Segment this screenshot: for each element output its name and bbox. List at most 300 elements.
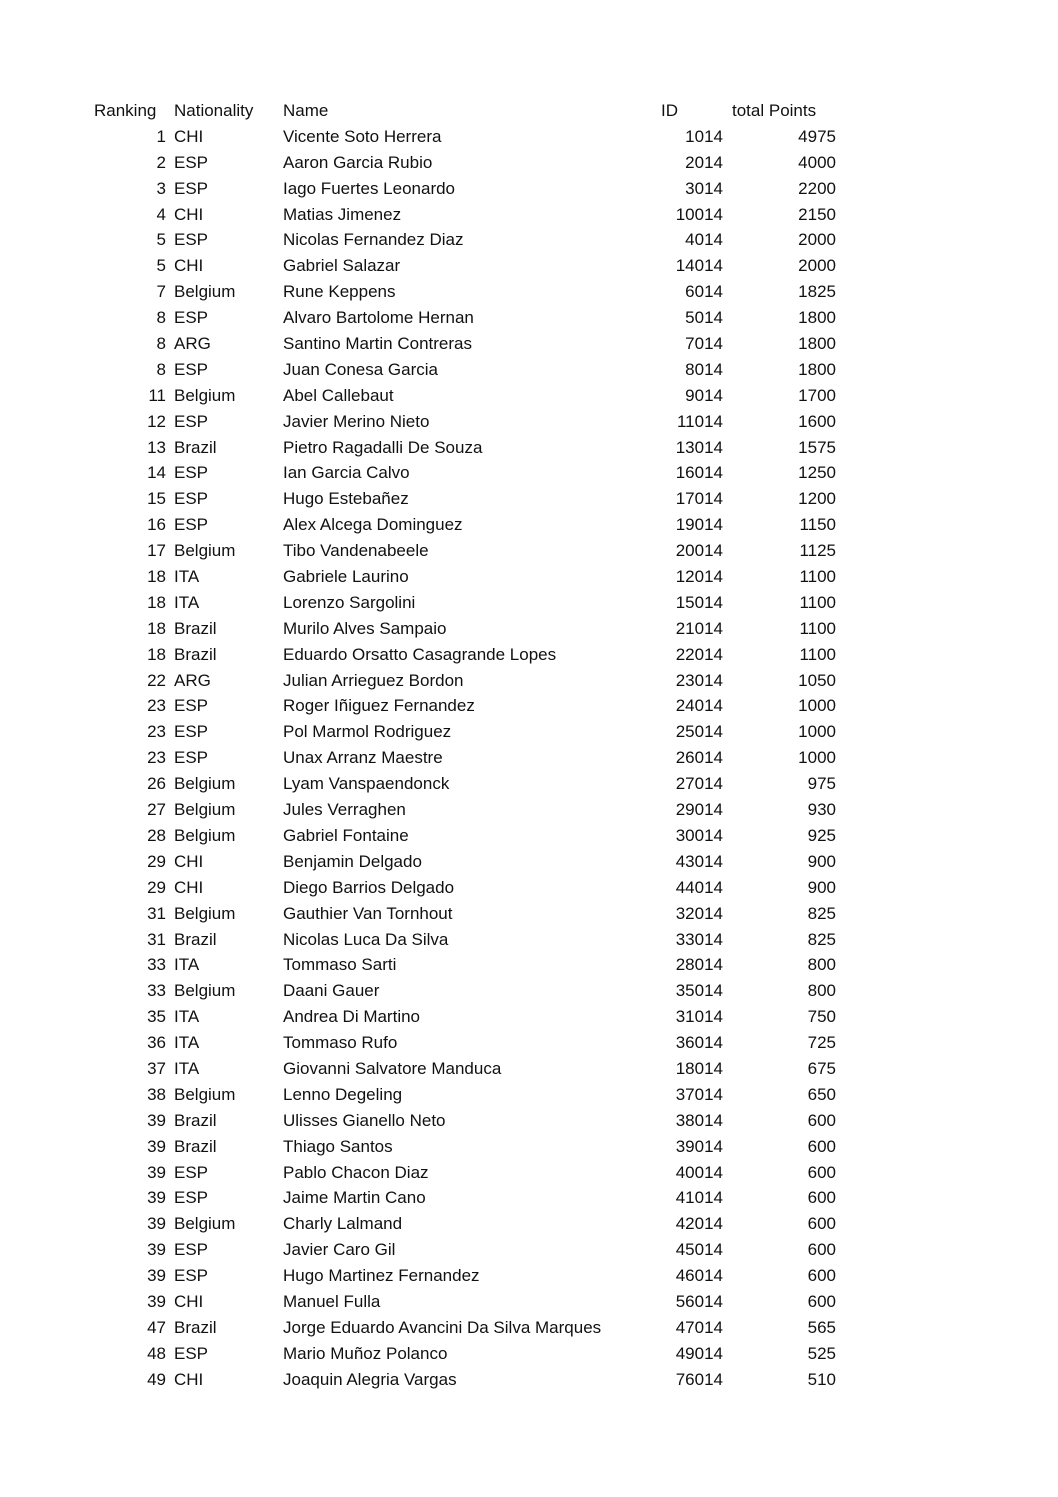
ranking-cell: 26	[147, 774, 166, 794]
name-cell: Lyam Vanspaendonck	[283, 774, 450, 794]
table-row	[0, 1056, 1058, 1082]
points-cell: 900	[807, 851, 836, 871]
ranking-cell: 14	[147, 463, 166, 483]
nationality-cell: ESP	[174, 411, 209, 431]
nationality-cell: ITA	[174, 1058, 200, 1078]
nationality-cell: Belgium	[174, 981, 236, 1001]
id-cell: 9014	[685, 385, 723, 405]
nationality-cell: ESP	[174, 748, 209, 768]
name-cell: Tommaso Rufo	[283, 1033, 398, 1053]
name-cell: Ulisses Gianello Neto	[283, 1110, 446, 1130]
table-row	[0, 435, 1058, 461]
points-cell: 1100	[799, 567, 836, 587]
table-row	[0, 1185, 1058, 1211]
points-cell: 510	[807, 1369, 836, 1389]
header-ranking: Ranking	[94, 101, 157, 120]
ranking-cell: 36	[147, 1033, 166, 1053]
points-cell: 600	[807, 1240, 836, 1260]
ranking-cell: 27	[147, 800, 166, 820]
nationality-cell: ESP	[174, 1343, 209, 1363]
points-cell: 750	[807, 1007, 836, 1027]
points-cell: 650	[807, 1084, 836, 1104]
table-row	[0, 927, 1058, 953]
ranking-cell: 39	[147, 1214, 166, 1234]
points-cell: 1150	[799, 515, 836, 535]
id-cell: 16014	[675, 463, 723, 483]
ranking-cell: 5	[156, 230, 166, 250]
ranking-cell: 33	[147, 981, 166, 1001]
ranking-cell: 1	[156, 126, 166, 146]
table-row	[0, 978, 1058, 1004]
nationality-cell: Brazil	[174, 929, 217, 949]
ranking-cell: 11	[148, 385, 166, 405]
nationality-cell: ESP	[174, 1188, 209, 1208]
name-cell: Unax Arranz Maestre	[283, 748, 443, 768]
name-cell: Javier Merino Nieto	[283, 411, 430, 431]
points-cell: 2000	[798, 230, 836, 250]
table-row	[0, 797, 1058, 823]
id-cell: 32014	[675, 903, 723, 923]
ranking-cell: 39	[147, 1291, 166, 1311]
ranking-cell: 37	[147, 1058, 166, 1078]
name-cell: Alex Alcega Dominguez	[283, 515, 463, 535]
name-cell: Gabriel Salazar	[283, 256, 401, 276]
name-cell: Abel Callebaut	[283, 385, 394, 405]
nationality-cell: Brazil	[174, 1110, 217, 1130]
table-row	[0, 823, 1058, 849]
points-cell: 1800	[798, 359, 836, 379]
table-row	[0, 538, 1058, 564]
id-cell: 39014	[675, 1136, 723, 1156]
header-name: Name	[283, 101, 329, 120]
table-row	[0, 1082, 1058, 1108]
ranking-cell: 22	[147, 670, 166, 690]
id-cell: 25014	[675, 722, 723, 742]
name-cell: Ian Garcia Calvo	[283, 463, 410, 483]
ranking-table	[0, 98, 1058, 1393]
points-cell: 925	[807, 825, 836, 845]
ranking-cell: 4	[156, 204, 166, 224]
points-cell: 1125	[799, 541, 836, 561]
name-cell: Vicente Soto Herrera	[283, 126, 442, 146]
id-cell: 41014	[675, 1188, 723, 1208]
name-cell: Jules Verraghen	[283, 800, 406, 820]
id-cell: 15014	[675, 592, 723, 612]
id-cell: 19014	[675, 515, 723, 535]
points-cell: 600	[807, 1291, 836, 1311]
id-cell: 20014	[675, 541, 723, 561]
table-row	[0, 745, 1058, 771]
name-cell: Mario Muñoz Polanco	[283, 1343, 448, 1363]
table-row	[0, 642, 1058, 668]
ranking-cell: 39	[147, 1162, 166, 1182]
id-cell: 49014	[675, 1343, 723, 1363]
nationality-cell: Belgium	[174, 541, 236, 561]
name-cell: Lorenzo Sargolini	[283, 592, 416, 612]
points-cell: 1100	[799, 644, 836, 664]
nationality-cell: Belgium	[174, 903, 236, 923]
points-cell: 1800	[798, 308, 836, 328]
points-cell: 1050	[798, 670, 836, 690]
name-cell: Pol Marmol Rodriguez	[283, 722, 452, 742]
id-cell: 46014	[675, 1266, 723, 1286]
name-cell: Roger Iñiguez Fernandez	[283, 696, 475, 716]
name-cell: Eduardo Orsatto Casagrande Lopes	[283, 644, 557, 664]
name-cell: Hugo Martinez Fernandez	[283, 1266, 480, 1286]
id-cell: 10014	[675, 204, 723, 224]
ranking-cell: 39	[147, 1266, 166, 1286]
points-cell: 930	[807, 800, 836, 820]
ranking-cell: 2	[156, 152, 166, 172]
nationality-cell: Brazil	[174, 1317, 217, 1337]
table-row	[0, 383, 1058, 409]
name-cell: Nicolas Luca Da Silva	[283, 929, 449, 949]
name-cell: Nicolas Fernandez Diaz	[283, 230, 464, 250]
table-row	[0, 1315, 1058, 1341]
table-row	[0, 1367, 1058, 1393]
id-cell: 12014	[675, 567, 723, 587]
nationality-cell: ESP	[174, 230, 209, 250]
name-cell: Murilo Alves Sampaio	[283, 618, 447, 638]
id-cell: 26014	[675, 748, 723, 768]
ranking-cell: 18	[147, 644, 166, 664]
id-cell: 8014	[685, 359, 723, 379]
nationality-cell: ESP	[174, 722, 209, 742]
name-cell: Tommaso Sarti	[283, 955, 397, 975]
id-cell: 24014	[675, 696, 723, 716]
ranking-cell: 7	[156, 282, 166, 302]
nationality-cell: ESP	[174, 308, 209, 328]
table-row	[0, 668, 1058, 694]
nationality-cell: ESP	[174, 1266, 209, 1286]
ranking-cell: 13	[147, 437, 166, 457]
ranking-cell: 33	[147, 955, 166, 975]
table-row	[0, 1134, 1058, 1160]
id-cell: 37014	[675, 1084, 723, 1104]
ranking-cell: 47	[147, 1317, 166, 1337]
nationality-cell: ARG	[174, 334, 211, 354]
ranking-cell: 8	[156, 334, 166, 354]
name-cell: Daani Gauer	[283, 981, 380, 1001]
header-nationality: Nationality	[174, 101, 254, 120]
name-cell: Matias Jimenez	[283, 204, 402, 224]
table-row	[0, 150, 1058, 176]
points-cell: 4975	[798, 126, 836, 146]
id-cell: 13014	[675, 437, 723, 457]
table-row	[0, 616, 1058, 642]
name-cell: Manuel Fulla	[283, 1291, 381, 1311]
table-row	[0, 1108, 1058, 1134]
name-cell: Pablo Chacon Diaz	[283, 1162, 429, 1182]
nationality-cell: CHI	[174, 204, 204, 224]
name-cell: Julian Arrieguez Bordon	[283, 670, 464, 690]
id-cell: 38014	[675, 1110, 723, 1130]
nationality-cell: CHI	[174, 1369, 204, 1389]
table-row	[0, 1289, 1058, 1315]
ranking-cell: 18	[147, 592, 166, 612]
points-cell: 975	[807, 774, 836, 794]
points-cell: 525	[807, 1343, 836, 1363]
points-cell: 1575	[798, 437, 836, 457]
points-cell: 800	[807, 955, 836, 975]
header-total-points: total Points	[732, 101, 817, 120]
points-cell: 1800	[798, 334, 836, 354]
table-row	[0, 719, 1058, 745]
ranking-cell: 39	[147, 1110, 166, 1130]
ranking-cell: 15	[147, 489, 166, 509]
name-cell: Hugo Estebañez	[283, 489, 409, 509]
name-cell: Charly Lalmand	[283, 1214, 403, 1234]
name-cell: Lenno Degeling	[283, 1084, 403, 1104]
points-cell: 1000	[798, 696, 836, 716]
id-cell: 5014	[685, 308, 723, 328]
id-cell: 23014	[675, 670, 723, 690]
nationality-cell: Brazil	[174, 437, 217, 457]
nationality-cell: Belgium	[174, 774, 236, 794]
points-cell: 2000	[798, 256, 836, 276]
id-cell: 21014	[675, 618, 723, 638]
nationality-cell: Brazil	[174, 1136, 217, 1156]
id-cell: 30014	[675, 825, 723, 845]
ranking-cell: 8	[156, 308, 166, 328]
id-cell: 31014	[675, 1007, 723, 1027]
points-cell: 565	[807, 1317, 836, 1337]
table-row	[0, 1263, 1058, 1289]
nationality-cell: Belgium	[174, 800, 236, 820]
name-cell: Gabriele Laurino	[283, 567, 409, 587]
points-cell: 1200	[798, 489, 836, 509]
points-cell: 600	[807, 1214, 836, 1234]
name-cell: Tibo Vandenabeele	[283, 541, 429, 561]
ranking-cell: 29	[147, 877, 166, 897]
table-row	[0, 486, 1058, 512]
id-cell: 36014	[675, 1033, 723, 1053]
id-cell: 42014	[675, 1214, 723, 1234]
table-row	[0, 202, 1058, 228]
ranking-cell: 16	[147, 515, 166, 535]
name-cell: Benjamin Delgado	[283, 851, 422, 871]
ranking-cell: 31	[147, 929, 166, 949]
nationality-cell: ESP	[174, 1162, 209, 1182]
nationality-cell: CHI	[174, 877, 204, 897]
name-cell: Giovanni Salvatore Manduca	[283, 1058, 502, 1078]
points-cell: 600	[807, 1266, 836, 1286]
table-row	[0, 564, 1058, 590]
id-cell: 43014	[675, 851, 723, 871]
id-cell: 1014	[685, 126, 723, 146]
points-cell: 1100	[799, 592, 836, 612]
ranking-cell: 39	[147, 1240, 166, 1260]
table-row	[0, 253, 1058, 279]
ranking-cell: 35	[147, 1007, 166, 1027]
id-cell: 33014	[675, 929, 723, 949]
id-cell: 45014	[675, 1240, 723, 1260]
ranking-cell: 28	[147, 825, 166, 845]
table-row	[0, 357, 1058, 383]
table-row	[0, 771, 1058, 797]
points-cell: 2150	[798, 204, 836, 224]
nationality-cell: Belgium	[174, 1214, 236, 1234]
id-cell: 3014	[685, 178, 723, 198]
table-row	[0, 590, 1058, 616]
id-cell: 11014	[676, 411, 723, 431]
name-cell: Santino Martin Contreras	[283, 334, 472, 354]
ranking-cell: 38	[147, 1084, 166, 1104]
id-cell: 28014	[675, 955, 723, 975]
name-cell: Jorge Eduardo Avancini Da Silva Marques	[283, 1317, 602, 1337]
id-cell: 6014	[685, 282, 723, 302]
nationality-cell: ITA	[174, 1033, 200, 1053]
nationality-cell: ESP	[174, 489, 209, 509]
id-cell: 40014	[675, 1162, 723, 1182]
id-cell: 76014	[675, 1369, 723, 1389]
ranking-cell: 31	[147, 903, 166, 923]
points-cell: 1700	[798, 385, 836, 405]
ranking-cell: 48	[147, 1343, 166, 1363]
nationality-cell: CHI	[174, 256, 204, 276]
points-cell: 1825	[798, 282, 836, 302]
points-cell: 2200	[798, 178, 836, 198]
id-cell: 18014	[675, 1058, 723, 1078]
name-cell: Gabriel Fontaine	[283, 825, 409, 845]
table-row	[0, 901, 1058, 927]
table-row	[0, 409, 1058, 435]
points-cell: 725	[807, 1033, 836, 1053]
nationality-cell: CHI	[174, 851, 204, 871]
ranking-cell: 8	[156, 359, 166, 379]
ranking-cell: 23	[147, 722, 166, 742]
nationality-cell: ITA	[174, 955, 200, 975]
points-cell: 600	[807, 1188, 836, 1208]
table-row	[0, 227, 1058, 253]
table-row	[0, 279, 1058, 305]
id-cell: 7014	[685, 334, 723, 354]
ranking-cell: 5	[156, 256, 166, 276]
table-row	[0, 952, 1058, 978]
points-cell: 600	[807, 1110, 836, 1130]
name-cell: Diego Barrios Delgado	[283, 877, 455, 897]
nationality-cell: CHI	[174, 1291, 204, 1311]
nationality-cell: ESP	[174, 515, 209, 535]
ranking-cell: 23	[147, 696, 166, 716]
nationality-cell: ARG	[174, 670, 211, 690]
nationality-cell: ESP	[174, 463, 209, 483]
points-cell: 825	[807, 929, 836, 949]
nationality-cell: ITA	[174, 1007, 200, 1027]
nationality-cell: Belgium	[174, 385, 236, 405]
table-header-row	[0, 98, 1058, 124]
nationality-cell: ITA	[174, 592, 200, 612]
nationality-cell: Belgium	[174, 1084, 236, 1104]
ranking-cell: 3	[156, 178, 166, 198]
table-row	[0, 124, 1058, 150]
table-row	[0, 1004, 1058, 1030]
name-cell: Thiago Santos	[283, 1136, 393, 1156]
id-cell: 27014	[675, 774, 723, 794]
name-cell: Aaron Garcia Rubio	[283, 152, 433, 172]
ranking-cell: 23	[147, 748, 166, 768]
points-cell: 825	[807, 903, 836, 923]
name-cell: Andrea Di Martino	[283, 1007, 421, 1027]
ranking-cell: 18	[147, 567, 166, 587]
ranking-cell: 39	[147, 1136, 166, 1156]
name-cell: Gauthier Van Tornhout	[283, 903, 453, 923]
id-cell: 4014	[685, 230, 723, 250]
id-cell: 22014	[675, 644, 723, 664]
name-cell: Juan Conesa Garcia	[283, 359, 438, 379]
id-cell: 47014	[675, 1317, 723, 1337]
table-row	[0, 460, 1058, 486]
id-cell: 44014	[675, 877, 723, 897]
table-body	[0, 124, 1058, 1393]
id-cell: 2014	[685, 152, 723, 172]
nationality-cell: ESP	[174, 178, 209, 198]
points-cell: 600	[807, 1136, 836, 1156]
points-cell: 600	[807, 1162, 836, 1182]
table-row	[0, 1030, 1058, 1056]
id-cell: 29014	[675, 800, 723, 820]
nationality-cell: Brazil	[174, 644, 217, 664]
table-row	[0, 1237, 1058, 1263]
ranking-cell: 17	[147, 541, 166, 561]
nationality-cell: ESP	[174, 152, 209, 172]
table-row	[0, 176, 1058, 202]
points-cell: 800	[807, 981, 836, 1001]
table-row	[0, 849, 1058, 875]
table-row	[0, 693, 1058, 719]
name-cell: Jaime Martin Cano	[283, 1188, 426, 1208]
nationality-cell: ESP	[174, 359, 209, 379]
nationality-cell: ESP	[174, 1240, 209, 1260]
name-cell: Javier Caro Gil	[283, 1240, 396, 1260]
id-cell: 17014	[675, 489, 723, 509]
name-cell: Iago Fuertes Leonardo	[283, 178, 456, 198]
nationality-cell: Brazil	[174, 618, 217, 638]
ranking-cell: 29	[147, 851, 166, 871]
id-cell: 35014	[675, 981, 723, 1001]
points-cell: 4000	[798, 152, 836, 172]
nationality-cell: Belgium	[174, 825, 236, 845]
ranking-cell: 49	[147, 1369, 166, 1389]
name-cell: Alvaro Bartolome Hernan	[283, 308, 474, 328]
points-cell: 1250	[798, 463, 836, 483]
id-cell: 14014	[675, 256, 723, 276]
header-id: ID	[661, 101, 678, 120]
nationality-cell: CHI	[174, 126, 204, 146]
ranking-cell: 12	[147, 411, 166, 431]
nationality-cell: ITA	[174, 567, 200, 587]
name-cell: Joaquin Alegria Vargas	[283, 1369, 457, 1389]
points-cell: 1000	[798, 722, 836, 742]
ranking-cell: 39	[147, 1188, 166, 1208]
table-row	[0, 331, 1058, 357]
table-row	[0, 1341, 1058, 1367]
nationality-cell: ESP	[174, 696, 209, 716]
points-cell: 1600	[798, 411, 836, 431]
nationality-cell: Belgium	[174, 282, 236, 302]
points-cell: 1000	[798, 748, 836, 768]
table-row	[0, 1160, 1058, 1186]
points-cell: 675	[807, 1058, 836, 1078]
table-row	[0, 305, 1058, 331]
points-cell: 900	[807, 877, 836, 897]
ranking-cell: 18	[147, 618, 166, 638]
id-cell: 56014	[675, 1291, 723, 1311]
name-cell: Rune Keppens	[283, 282, 396, 302]
table-row	[0, 1211, 1058, 1237]
table-row	[0, 875, 1058, 901]
points-cell: 1100	[799, 618, 836, 638]
